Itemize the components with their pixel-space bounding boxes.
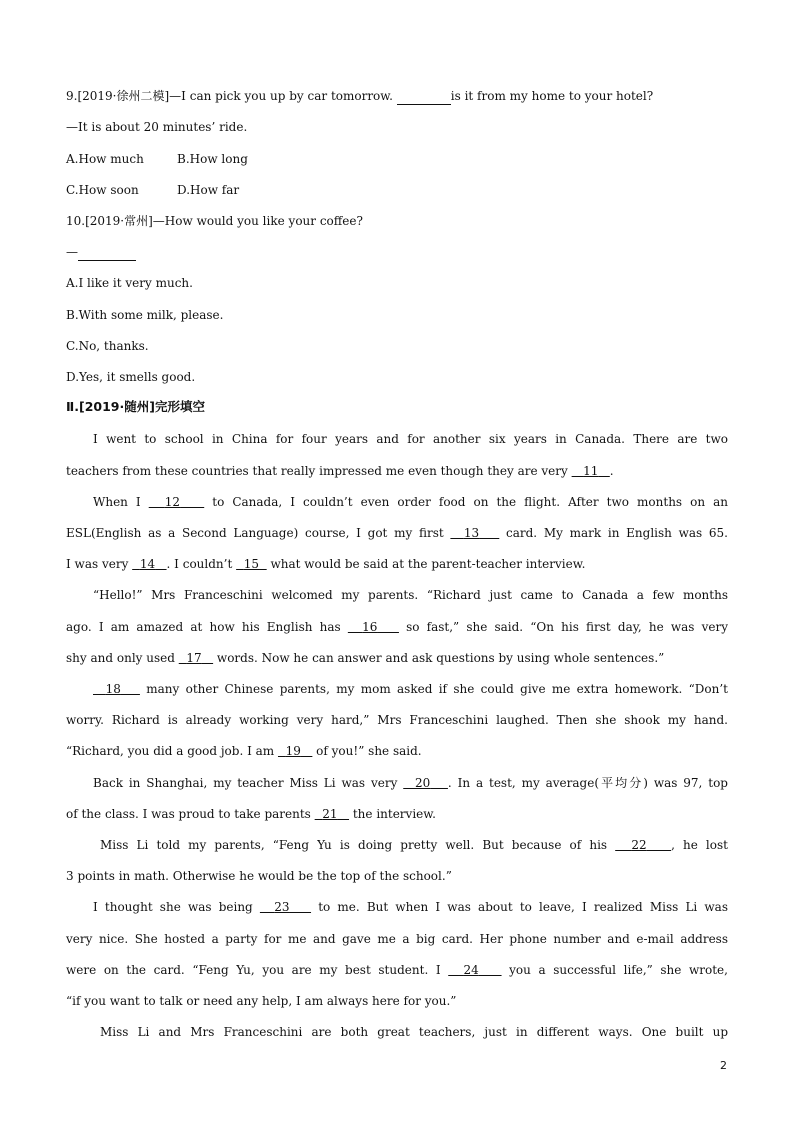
passage-line: very nice. She hosted a party for me and gave me a big card. Her phone number and e-mail address [66, 932, 728, 946]
blank-11: 11 [583, 464, 599, 478]
q9-options-row1 [66, 151, 728, 167]
blank-24: 24 [463, 963, 479, 977]
passage-line: shy and only used 17 words. Now he can answer and ask questions by using whole sentences.” [66, 651, 665, 665]
blank-12: 12 [164, 495, 181, 509]
answer-blank [397, 88, 451, 105]
option-c: C.How soon [66, 183, 139, 197]
passage-line: teachers from these countries that really impressed me even though they are very 11 . [66, 464, 614, 478]
q10-stem: 10.[2019·常州]—How would you like your coffee? [66, 214, 363, 228]
passage-line: “Richard, you did a good job. I am 19 of you!” she said. [66, 744, 422, 758]
blank-14: 14 [139, 557, 156, 571]
passage-line: 3 points in math. Otherwise he would be the top of the school.” [66, 869, 452, 883]
blank-23: 23 [274, 900, 290, 914]
passage-line: When I 12 to Canada, I couldn’t even order food on the flight. After two months on an [93, 495, 728, 509]
q9-stem: 9.[2019·徐州二模]—I can pick you up by car tomorrow. is it from my home to your hotel? [66, 89, 654, 103]
blank-19: 19 [285, 744, 301, 758]
option-d: D.How far [177, 183, 240, 197]
blank-15: 15 [243, 557, 260, 571]
q10-option-b: B.With some milk, please. [66, 308, 224, 322]
q10-option-d: D.Yes, it smells good. [66, 370, 196, 384]
passage-line: worry. Richard is already working very hard,” Mrs Franceschini laughed. Then she shook my hand. [66, 713, 728, 727]
passage-line: were on the card. “Feng Yu, you are my best student. I 24 you a successful life,” she wrote, [66, 963, 728, 977]
blank-21: 21 [322, 807, 338, 821]
q10-option-a: A.I like it very much. [66, 276, 193, 290]
blank-17: 17 [186, 651, 202, 665]
passage-line: Miss Li and Mrs Franceschini are both great teachers, just in different ways. One built up [100, 1025, 728, 1039]
section-title: Ⅱ.[2019·随州]完形填空 [66, 399, 205, 414]
q9-reply: —It is about 20 minutes’ ride. [66, 120, 248, 134]
blank-13: 13 [463, 526, 480, 540]
passage-line: “Hello!” Mrs Franceschini welcomed my parents. “Richard just came to Canada a few months [93, 588, 728, 602]
option-a: A.How much [66, 152, 144, 166]
page-number: 2 [720, 1059, 727, 1072]
passage-line: I went to school in China for four years and for another six years in Canada. There are two [93, 432, 728, 446]
passage-line: ago. I am amazed at how his English has 16 so fast,” she said. “On his first day, he was very [66, 620, 728, 634]
answer-blank [78, 244, 136, 261]
q9-options-row2 [66, 182, 728, 198]
passage-line: Back in Shanghai, my teacher Miss Li was very 20 . In a test, my average(平均分) was 97, top [93, 776, 728, 790]
blank-18: 18 [105, 682, 121, 696]
passage-line: ESL(English as a Second Language) course, I got my first 13 card. My mark in English was 65. [66, 526, 728, 540]
passage-line: “if you want to talk or need any help, I am always here for you.” [66, 994, 457, 1008]
passage-line: of the class. I was proud to take parents 21 the interview. [66, 807, 436, 821]
q10-reply: — [66, 244, 728, 261]
passage-line: I was very 14 . I couldn’t 15 what would be said at the parent-teacher interview. [66, 557, 586, 571]
passage-line: I thought she was being 23 to me. But when I was about to leave, I realized Miss Li was [93, 900, 728, 914]
passage-line: Miss Li told my parents, “Feng Yu is doing pretty well. But because of his 22 , he lost [100, 838, 728, 852]
passage-line: 18 many other Chinese parents, my mom asked if she could give me extra homework. “Don’t [93, 681, 728, 697]
blank-22: 22 [631, 838, 647, 852]
blank-16: 16 [362, 620, 378, 634]
blank-20: 20 [415, 776, 431, 790]
option-b: B.How long [177, 152, 248, 166]
q10-option-c: C.No, thanks. [66, 339, 149, 353]
